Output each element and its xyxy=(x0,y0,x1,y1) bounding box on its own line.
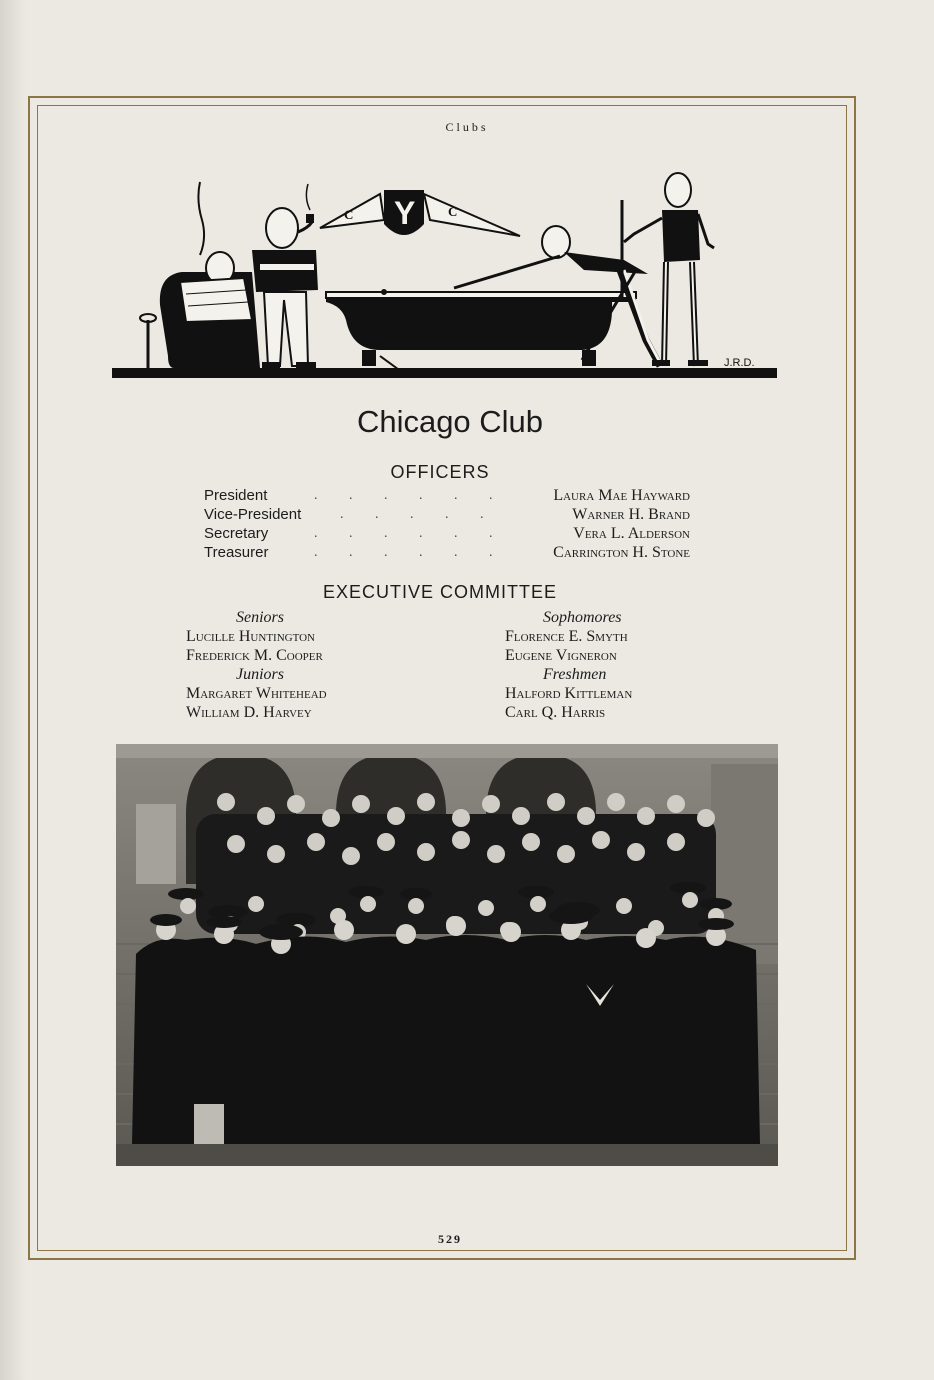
book-gutter xyxy=(0,0,26,1380)
page-title: Chicago Club xyxy=(356,404,544,439)
officer-role: President xyxy=(204,487,268,504)
officer-row xyxy=(204,524,690,543)
committee-left-column xyxy=(186,608,486,722)
class-label: Sophomores xyxy=(543,609,622,626)
club-group-photograph xyxy=(116,744,778,1166)
club-room-illustration xyxy=(112,170,782,382)
officer-row xyxy=(204,543,690,562)
class-label: Seniors xyxy=(236,609,284,626)
leader-dots: . . . . . . xyxy=(314,488,507,503)
leader-dots: . . . . . xyxy=(340,507,498,522)
officer-name: Carrington H. Stone xyxy=(553,544,690,561)
officer-name: Vera L. Alderson xyxy=(573,525,690,542)
svg-text:C: C xyxy=(344,207,354,222)
class-label: Juniors xyxy=(236,666,284,683)
officer-name: Warner H. Brand xyxy=(572,506,690,523)
committee-member: Eugene Vigneron xyxy=(505,647,617,664)
officers-list xyxy=(204,486,690,562)
committee-right-column xyxy=(505,608,805,722)
committee-member: Halford Kittleman xyxy=(505,685,633,702)
officers-heading: OFFICERS xyxy=(390,462,490,482)
running-header: Clubs xyxy=(445,120,489,134)
committee-member: Florence E. Smyth xyxy=(505,628,628,645)
committee-member: Margaret Whitehead xyxy=(186,685,327,702)
officer-name: Laura Mae Hayward xyxy=(553,487,690,504)
svg-text:C: C xyxy=(448,204,458,219)
officer-row xyxy=(204,505,690,524)
officer-role: Secretary xyxy=(204,525,269,542)
page-number: 529 xyxy=(438,1232,462,1246)
class-label: Freshmen xyxy=(543,666,607,683)
committee-member: Carl Q. Harris xyxy=(505,704,606,721)
leader-dots: . . . . . . xyxy=(314,526,507,541)
officer-row xyxy=(204,486,690,505)
officer-role: Vice-President xyxy=(204,506,302,523)
committee-member: William D. Harvey xyxy=(186,704,312,721)
officer-role: Treasurer xyxy=(204,544,269,561)
committee-heading: EXECUTIVE COMMITTEE xyxy=(322,582,557,602)
illustrator-signature: J.R.D. xyxy=(724,357,755,369)
committee-member: Frederick M. Cooper xyxy=(186,647,323,664)
committee-member: Lucille Huntington xyxy=(186,628,315,645)
leader-dots: . . . . . . xyxy=(314,545,507,560)
svg-text:Y: Y xyxy=(394,195,416,231)
